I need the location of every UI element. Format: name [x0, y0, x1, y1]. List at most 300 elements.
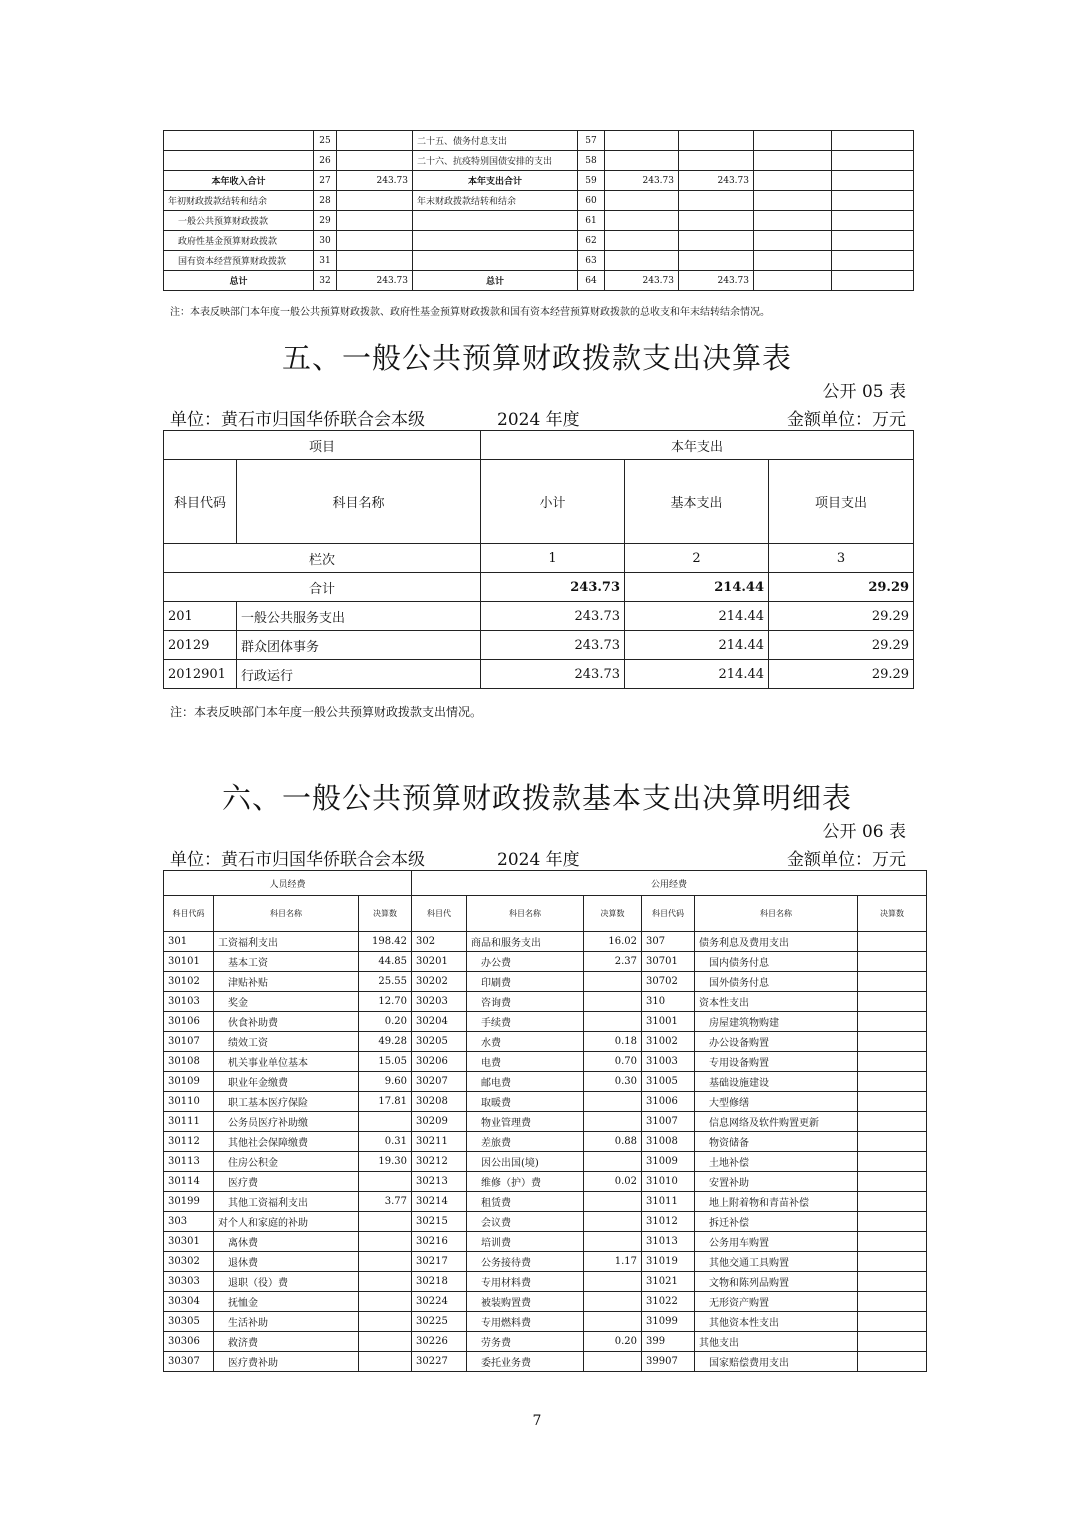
- table-cell: 30305: [164, 1312, 214, 1332]
- table-cell: 咨询费: [467, 992, 584, 1012]
- table-cell: 30225: [412, 1312, 467, 1332]
- table-cell: [584, 1012, 642, 1032]
- table-row: [164, 1112, 927, 1132]
- table-cell: 30303: [164, 1272, 214, 1292]
- table-cell: 本年支出合计: [413, 171, 578, 191]
- table-cell: 31001: [642, 1012, 695, 1032]
- table-cell: 30202: [412, 972, 467, 992]
- table-cell: 债务利息及费用支出: [695, 932, 858, 952]
- column-header: 决算数: [359, 896, 412, 932]
- table-cell: 一般公共预算财政拨款: [164, 211, 314, 231]
- table-cell: [605, 191, 679, 211]
- row-subtotal: 243.73: [481, 631, 625, 660]
- table-cell: 30110: [164, 1092, 214, 1112]
- table-row: [164, 602, 914, 631]
- idx-1: 1: [481, 544, 625, 573]
- table-cell: 30212: [412, 1152, 467, 1172]
- table-cell: [359, 1332, 412, 1352]
- table-cell: 39907: [642, 1352, 695, 1372]
- table-cell: [605, 211, 679, 231]
- table-cell: 因公出国(境): [467, 1152, 584, 1172]
- table-cell: [858, 1272, 927, 1292]
- table-cell: 培训费: [467, 1232, 584, 1252]
- table-cell: 取暖费: [467, 1092, 584, 1112]
- idx-2: 2: [625, 544, 769, 573]
- table-cell: 30226: [412, 1332, 467, 1352]
- table-cell: 租赁费: [467, 1192, 584, 1212]
- table-cell: [337, 191, 413, 211]
- table-cell: 30201: [412, 952, 467, 972]
- table-cell: 2.37: [584, 952, 642, 972]
- table5-note: 注：本表反映部门本年度一般公共预算财政拨款支出情况。: [170, 705, 483, 719]
- table-row: [164, 1292, 927, 1312]
- total-basic: 214.44: [625, 573, 769, 602]
- table-cell: 国内债务付息: [695, 952, 858, 972]
- table-cell: [754, 171, 832, 191]
- table-cell: 30218: [412, 1272, 467, 1292]
- table-cell: 31002: [642, 1032, 695, 1052]
- table-cell: [337, 211, 413, 231]
- table-cell: 30208: [412, 1092, 467, 1112]
- table-row: [164, 1212, 927, 1232]
- table-cell: 243.73: [679, 171, 754, 191]
- table-row: [164, 151, 914, 171]
- table-cell: [832, 231, 914, 251]
- table-cell: 公务用车购置: [695, 1232, 858, 1252]
- table-cell: 总计: [164, 271, 314, 291]
- table-cell: 工资福利支出: [214, 932, 359, 952]
- row-basic: 214.44: [625, 631, 769, 660]
- table-cell: [413, 231, 578, 251]
- table-cell: [584, 992, 642, 1012]
- table-cell: 机关事业单位基本: [214, 1052, 359, 1072]
- row-index-label: 栏次: [164, 544, 481, 573]
- table-cell: 30207: [412, 1072, 467, 1092]
- table-cell: [584, 1112, 642, 1132]
- table-cell: 0.20: [359, 1012, 412, 1032]
- row-subtotal: 243.73: [481, 602, 625, 631]
- row-project: 29.29: [769, 660, 914, 689]
- table-cell: 公务接待费: [467, 1252, 584, 1272]
- table-cell: 办公设备购置: [695, 1032, 858, 1052]
- table-cell: [858, 972, 927, 992]
- table-cell: 9.60: [359, 1072, 412, 1092]
- table-cell: 安置补助: [695, 1172, 858, 1192]
- table-row: [164, 1172, 927, 1192]
- table-cell: [605, 251, 679, 271]
- table-cell: [359, 1352, 412, 1372]
- table-cell: 30215: [412, 1212, 467, 1232]
- table-row: [164, 1252, 927, 1272]
- table-row: [164, 251, 914, 271]
- table-cell: [359, 1112, 412, 1132]
- table-cell: 32: [314, 271, 337, 291]
- table-cell: 水费: [467, 1032, 584, 1052]
- table-cell: 0.88: [584, 1132, 642, 1152]
- table-cell: [584, 1192, 642, 1212]
- table-row: [164, 1072, 927, 1092]
- table-cell: 30108: [164, 1052, 214, 1072]
- table-cell: 30701: [642, 952, 695, 972]
- table-cell: 62: [578, 231, 605, 251]
- table-cell: 25.55: [359, 972, 412, 992]
- table-cell: 差旅费: [467, 1132, 584, 1152]
- table-cell: 59: [578, 171, 605, 191]
- table-cell: 土地补偿: [695, 1152, 858, 1172]
- table-row: [164, 1032, 927, 1052]
- table5-code: 公开 05 表: [822, 382, 906, 402]
- table-cell: 31009: [642, 1152, 695, 1172]
- table-cell: 31012: [642, 1212, 695, 1232]
- table-cell: 243.73: [337, 171, 413, 191]
- table-cell: [858, 1252, 927, 1272]
- column-header: 科目名称: [467, 896, 584, 932]
- table-cell: 其他工资福利支出: [214, 1192, 359, 1212]
- table-cell: 302: [412, 932, 467, 952]
- table-cell: 31003: [642, 1052, 695, 1072]
- table6: [163, 870, 927, 1372]
- table-cell: 16.02: [584, 932, 642, 952]
- table-cell: 无形资产购置: [695, 1292, 858, 1312]
- row-name: 一般公共服务支出: [237, 602, 481, 631]
- table-cell: 0.70: [584, 1052, 642, 1072]
- table-cell: 31013: [642, 1232, 695, 1252]
- table-cell: 30103: [164, 992, 214, 1012]
- column-header: 决算数: [858, 896, 927, 932]
- table-cell: [858, 932, 927, 952]
- table-cell: 邮电费: [467, 1072, 584, 1092]
- column-header: 科目名称: [214, 896, 359, 932]
- table-cell: 243.73: [679, 271, 754, 291]
- table5-title: 五、一般公共预算财政拨款支出决算表: [281, 341, 792, 375]
- table-cell: 救济费: [214, 1332, 359, 1352]
- table-cell: [605, 131, 679, 151]
- table-cell: 30227: [412, 1352, 467, 1372]
- table-cell: 49.28: [359, 1032, 412, 1052]
- table-cell: 其他社会保障缴费: [214, 1132, 359, 1152]
- table-cell: 31: [314, 251, 337, 271]
- table-row: [164, 972, 927, 992]
- table-cell: 30304: [164, 1292, 214, 1312]
- table-cell: 30211: [412, 1132, 467, 1152]
- table-cell: 243.73: [337, 271, 413, 291]
- table-cell: [337, 131, 413, 151]
- table-cell: 31006: [642, 1092, 695, 1112]
- table-cell: 25: [314, 131, 337, 151]
- table-cell: 专用材料费: [467, 1272, 584, 1292]
- row-basic: 214.44: [625, 660, 769, 689]
- total-subtotal: 243.73: [481, 573, 625, 602]
- table-row: [164, 952, 927, 972]
- table-cell: 房屋建筑物购建: [695, 1012, 858, 1032]
- table-cell: 离休费: [214, 1232, 359, 1252]
- table-cell: [858, 1352, 927, 1372]
- row-code: 201: [164, 602, 237, 631]
- table-cell: 奖金: [214, 992, 359, 1012]
- table-cell: 其他支出: [695, 1332, 858, 1352]
- table-cell: 58: [578, 151, 605, 171]
- table-cell: 30301: [164, 1232, 214, 1252]
- table5-money-unit: 金额单位：万元: [787, 410, 906, 430]
- table-cell: 31099: [642, 1312, 695, 1332]
- table-cell: 307: [642, 932, 695, 952]
- table-cell: 30: [314, 231, 337, 251]
- table-cell: [832, 151, 914, 171]
- table-cell: 二十六、抗疫特别国债安排的支出: [413, 151, 578, 171]
- table-cell: 30109: [164, 1072, 214, 1092]
- table-cell: [605, 151, 679, 171]
- table-cell: 27: [314, 171, 337, 191]
- table-cell: [584, 1092, 642, 1112]
- table-cell: [858, 1032, 927, 1052]
- table-cell: 0.18: [584, 1032, 642, 1052]
- table-cell: 30114: [164, 1172, 214, 1192]
- table-cell: 委托业务费: [467, 1352, 584, 1372]
- table-row: [164, 1012, 927, 1032]
- table-cell: 3.77: [359, 1192, 412, 1212]
- table-row: [164, 1272, 927, 1292]
- header-item: 项目: [164, 431, 481, 460]
- row-name: 行政运行: [237, 660, 481, 689]
- table-cell: 医疗费补助: [214, 1352, 359, 1372]
- table-row: [164, 231, 914, 251]
- table-row: [164, 191, 914, 211]
- column-header: 科目代: [412, 896, 467, 932]
- table-row: [164, 1192, 927, 1212]
- table-cell: [359, 1312, 412, 1332]
- table6-year: 2024 年度: [497, 850, 580, 870]
- table-cell: 信息网络及软件购置更新: [695, 1112, 858, 1132]
- table-cell: [832, 251, 914, 271]
- table-row: [164, 1052, 927, 1072]
- table-cell: 15.05: [359, 1052, 412, 1072]
- group-public: 公用经费: [412, 871, 927, 896]
- table-cell: [754, 251, 832, 271]
- table-cell: 30111: [164, 1112, 214, 1132]
- table-cell: 30199: [164, 1192, 214, 1212]
- table4-note: 注：本表反映部门本年度一般公共预算财政拨款、政府性基金预算财政拨款和国有资本经营预算财政拨款的总收支和年末结转结余情况。: [170, 307, 770, 318]
- table-cell: 国家赔偿费用支出: [695, 1352, 858, 1372]
- page-number: 7: [532, 1413, 542, 1429]
- table-cell: 印刷费: [467, 972, 584, 992]
- table-cell: 职业年金缴费: [214, 1072, 359, 1092]
- table-cell: 30107: [164, 1032, 214, 1052]
- table-cell: 30302: [164, 1252, 214, 1272]
- table-cell: 二十五、债务付息支出: [413, 131, 578, 151]
- table-cell: 1.17: [584, 1252, 642, 1272]
- row-code: 20129: [164, 631, 237, 660]
- table-cell: [679, 231, 754, 251]
- row-subtotal: 243.73: [481, 660, 625, 689]
- table-cell: 30204: [412, 1012, 467, 1032]
- table-cell: 243.73: [605, 271, 679, 291]
- table-cell: 电费: [467, 1052, 584, 1072]
- table-row: [164, 271, 914, 291]
- col-name: 科目名称: [237, 460, 481, 544]
- table-cell: [832, 271, 914, 291]
- table-cell: [754, 151, 832, 171]
- table4-tail: [163, 130, 914, 291]
- table-cell: 被装购置费: [467, 1292, 584, 1312]
- table-cell: 31008: [642, 1132, 695, 1152]
- table-cell: [164, 151, 314, 171]
- table-cell: [832, 171, 914, 191]
- table-cell: 31019: [642, 1252, 695, 1272]
- table-row: [164, 1092, 927, 1112]
- row-project: 29.29: [769, 631, 914, 660]
- table-cell: 30101: [164, 952, 214, 972]
- table-cell: [858, 992, 927, 1012]
- table-cell: 30205: [412, 1032, 467, 1052]
- table-cell: 17.81: [359, 1092, 412, 1112]
- col-basic: 基本支出: [625, 460, 769, 544]
- table-cell: 30224: [412, 1292, 467, 1312]
- table-cell: 会议费: [467, 1212, 584, 1232]
- table-cell: [679, 191, 754, 211]
- table-cell: [858, 1192, 927, 1212]
- table-cell: 30213: [412, 1172, 467, 1192]
- table-cell: 30106: [164, 1012, 214, 1032]
- table-cell: [337, 251, 413, 271]
- table-cell: [679, 211, 754, 231]
- table-cell: 资本性支出: [695, 992, 858, 1012]
- table-cell: 生活补助: [214, 1312, 359, 1332]
- header-expense: 本年支出: [481, 431, 914, 460]
- column-header: 科目代码: [642, 896, 695, 932]
- table-cell: [858, 1332, 927, 1352]
- table-row: [164, 1232, 927, 1252]
- table-cell: 年末财政拨款结转和结余: [413, 191, 578, 211]
- table-cell: [754, 231, 832, 251]
- table5-unit: 单位：黄石市归国华侨联合会本级: [170, 410, 425, 430]
- table-cell: 医疗费: [214, 1172, 359, 1192]
- table-row: [164, 171, 914, 191]
- table-cell: 31007: [642, 1112, 695, 1132]
- table-cell: 26: [314, 151, 337, 171]
- table-cell: 30113: [164, 1152, 214, 1172]
- table-cell: 31010: [642, 1172, 695, 1192]
- table-cell: 专用燃料费: [467, 1312, 584, 1332]
- table-cell: [858, 1012, 927, 1032]
- table6-title: 六、一般公共预算财政拨款基本支出决算明细表: [221, 781, 852, 815]
- table-cell: [359, 1172, 412, 1192]
- table-cell: 30206: [412, 1052, 467, 1072]
- col-project: 项目支出: [769, 460, 914, 544]
- table-cell: 301: [164, 932, 214, 952]
- table-cell: 国外债务付息: [695, 972, 858, 992]
- table-cell: 64: [578, 271, 605, 291]
- table-cell: 职工基本医疗保险: [214, 1092, 359, 1112]
- table-cell: 30214: [412, 1192, 467, 1212]
- table-cell: 专用设备购置: [695, 1052, 858, 1072]
- table-cell: 30702: [642, 972, 695, 992]
- table-cell: 手续费: [467, 1012, 584, 1032]
- row-project: 29.29: [769, 602, 914, 631]
- table-cell: 57: [578, 131, 605, 151]
- table-cell: 303: [164, 1212, 214, 1232]
- table-cell: [605, 231, 679, 251]
- table-cell: 公务员医疗补助缴: [214, 1112, 359, 1132]
- table-cell: 绩效工资: [214, 1032, 359, 1052]
- table-cell: 61: [578, 211, 605, 231]
- table-cell: [754, 131, 832, 151]
- table-cell: 30306: [164, 1332, 214, 1352]
- table-cell: [337, 231, 413, 251]
- table-row: [164, 932, 927, 952]
- table-cell: 0.02: [584, 1172, 642, 1192]
- table-cell: [584, 1272, 642, 1292]
- table-cell: 243.73: [605, 171, 679, 191]
- table-cell: 63: [578, 251, 605, 271]
- table-cell: [584, 1352, 642, 1372]
- table-cell: [413, 251, 578, 271]
- table-cell: 物业管理费: [467, 1112, 584, 1132]
- table-cell: [164, 131, 314, 151]
- table-cell: 办公费: [467, 952, 584, 972]
- table-cell: [858, 1312, 927, 1332]
- table-cell: [359, 1212, 412, 1232]
- table-cell: 30112: [164, 1132, 214, 1152]
- col-subtotal: 小计: [481, 460, 625, 544]
- table-cell: 31005: [642, 1072, 695, 1092]
- table5-year: 2024 年度: [497, 410, 580, 430]
- table-cell: [858, 1292, 927, 1312]
- table-cell: 地上附着物和青苗补偿: [695, 1192, 858, 1212]
- col-code: 科目代码: [164, 460, 237, 544]
- table-cell: 29: [314, 211, 337, 231]
- table-cell: 30203: [412, 992, 467, 1012]
- table-cell: [359, 1272, 412, 1292]
- table-row: [164, 1352, 927, 1372]
- table-row: [164, 660, 914, 689]
- total-project: 29.29: [769, 573, 914, 602]
- table-cell: 30307: [164, 1352, 214, 1372]
- table-cell: 0.31: [359, 1132, 412, 1152]
- table-cell: 退休费: [214, 1252, 359, 1272]
- table-cell: [584, 1232, 642, 1252]
- table-cell: 31022: [642, 1292, 695, 1312]
- table-cell: 总计: [413, 271, 578, 291]
- total-label: 合计: [164, 573, 481, 602]
- table-cell: [832, 191, 914, 211]
- group-personnel: 人员经费: [164, 871, 412, 896]
- table-cell: [858, 1212, 927, 1232]
- table-cell: 44.85: [359, 952, 412, 972]
- table-cell: [858, 1092, 927, 1112]
- table-cell: 政府性基金预算财政拨款: [164, 231, 314, 251]
- table-cell: 31021: [642, 1272, 695, 1292]
- table-cell: 国有资本经营预算财政拨款: [164, 251, 314, 271]
- table-cell: 大型修缮: [695, 1092, 858, 1112]
- table-cell: [858, 952, 927, 972]
- column-header: 科目名称: [695, 896, 858, 932]
- table-cell: [832, 211, 914, 231]
- table-cell: [858, 1072, 927, 1092]
- table-row: [164, 631, 914, 660]
- table-cell: 退职（役）费: [214, 1272, 359, 1292]
- table-cell: [858, 1172, 927, 1192]
- table-cell: [359, 1252, 412, 1272]
- table-cell: 0.20: [584, 1332, 642, 1352]
- table-cell: 31011: [642, 1192, 695, 1212]
- table-cell: 对个人和家庭的补助: [214, 1212, 359, 1232]
- table-row: [164, 1152, 927, 1172]
- table-cell: [359, 1232, 412, 1252]
- table-cell: 津贴补贴: [214, 972, 359, 992]
- table-cell: [337, 151, 413, 171]
- table-cell: [754, 271, 832, 291]
- table-cell: 30209: [412, 1112, 467, 1132]
